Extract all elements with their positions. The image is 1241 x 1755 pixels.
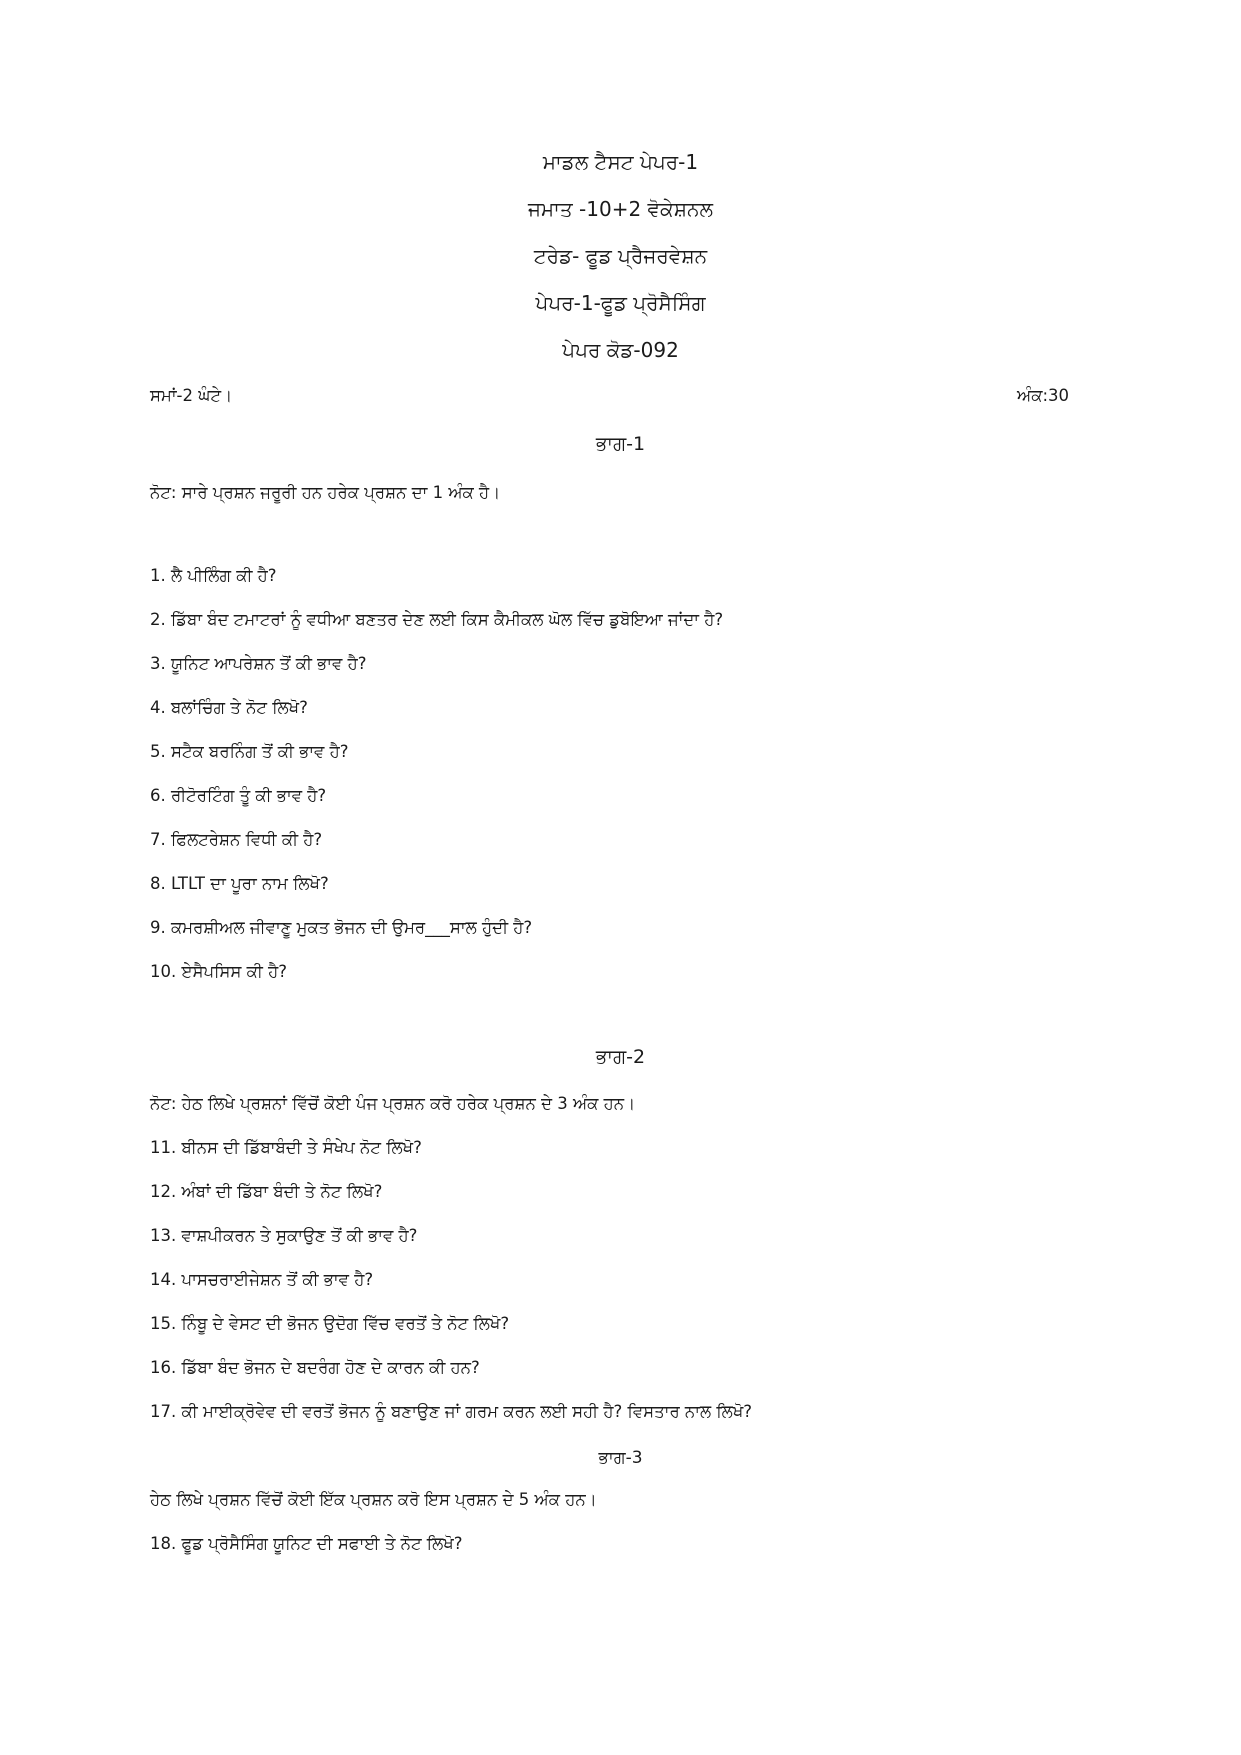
question-11: 11. ਬੀਨਸ ਦੀ ਡਿੱਬਾਬੰਦੀ ਤੇ ਸੰਖੇਪ ਨੋਟ ਲਿਖੋ? — [150, 1138, 422, 1157]
question-16: 16. ਡਿੱਬਾ ਬੰਦ ਭੋਜਨ ਦੇ ਬਦਰੰਗ ਹੋਣ ਦੇ ਕਾਰਨ ਕੀ ਹਨ? — [150, 1358, 480, 1377]
part3-title: ਭਾਗ-3 — [598, 1448, 643, 1468]
question-3: 3. ਯੂਨਿਟ ਆਪਰੇਸ਼ਨ ਤੋਂ ਕੀ ਭਾਵ ਹੈ? — [150, 654, 367, 673]
question-15: 15. ਨਿੰਬੂ ਦੇ ਵੇਸਟ ਦੀ ਭੋਜਨ ਉਦੋਗ ਵਿੱਚ ਵਰਤੋਂ ਤੇ ਨੋਟ ਲਿਖੋ? — [150, 1314, 510, 1333]
question-9: 9. ਕਮਰਸ਼ੀਅਲ ਜੀਵਾਣੂ ਮੁਕਤ ਭੋਜਨ ਦੀ ਉਮਰ___ਸਾਲ ਹੁੰਦੀ ਹੈ? — [150, 918, 533, 937]
question-17: 17. ਕੀ ਮਾਈਕ੍ਰੋਵੇਵ ਦੀ ਵਰਤੋਂ ਭੋਜਨ ਨੂੰ ਬਣਾਉਣ ਜਾਂ ਗਰਮ ਕਰਨ ਲਈ ਸਹੀ ਹੈ? ਵਿਸਤਾਰ ਨਾਲ ਲਿਖੋ? — [150, 1402, 753, 1421]
time-allowed: ਸਮਾਂ-2 ਘੰਟੇ। — [150, 386, 233, 405]
question-2: 2. ਡਿੱਬਾ ਬੰਦ ਟਮਾਟਰਾਂ ਨੂੰ ਵਧੀਆ ਬਣਤਰ ਦੇਣ ਲਈ ਕਿਸ ਕੈਮੀਕਲ ਘੋਲ ਵਿੱਚ ਡੁਬੋਇਆ ਜਾਂਦਾ ਹੈ? — [150, 610, 724, 629]
part1-note: ਨੋਟ: ਸਾਰੇ ਪ੍ਰਸ਼ਨ ਜਰੂਰੀ ਹਨ ਹਰੇਕ ਪ੍ਰਸ਼ਨ ਦਾ 1 ਅੰਕ ਹੈ। — [150, 483, 501, 502]
question-7: 7. ਫਿਲਟਰੇਸ਼ਨ ਵਿਧੀ ਕੀ ਹੈ? — [150, 830, 323, 849]
class-line: ਜਮਾਤ -10+2 ਵੋਕੇਸ਼ਨਲ — [527, 197, 714, 221]
question-5: 5. ਸਟੈਕ ਬਰਨਿੰਗ ਤੋਂ ਕੀ ਭਾਵ ਹੈ? — [150, 742, 349, 761]
part2-title: ਭਾਗ-2 — [595, 1046, 646, 1068]
question-6: 6. ਰੀਟੋਰਟਿੰਗ ਤੂੰ ਕੀ ਭਾਵ ਹੈ? — [150, 786, 327, 805]
part3-note: ਹੇਠ ਲਿਖੇ ਪ੍ਰਸ਼ਨ ਵਿੱਚੋਂ ਕੋਈ ਇੱਕ ਪ੍ਰਸ਼ਨ ਕਰੋ ਇਸ ਪ੍ਰਸ਼ਨ ਦੇ 5 ਅੰਕ ਹਨ। — [150, 1490, 597, 1509]
part1-title: ਭਾਗ-1 — [595, 433, 646, 455]
paper-code-line: ਪੇਪਰ ਕੋਡ-092 — [562, 338, 679, 362]
max-marks: ਅੰਕ:30 — [1017, 386, 1069, 405]
question-8: 8. LTLT ਦਾ ਪੂਰਾ ਨਾਮ ਲਿਖੋ? — [150, 874, 329, 893]
question-12: 12. ਅੰਬਾਂ ਦੀ ਡਿੱਬਾ ਬੰਦੀ ਤੇ ਨੋਟ ਲਿਖੋ? — [150, 1182, 383, 1201]
part2-note: ਨੋਟ: ਹੇਠ ਲਿਖੇ ਪ੍ਰਸ਼ਨਾਂ ਵਿੱਚੋਂ ਕੋਈ ਪੰਜ ਪ੍ਰਸ਼ਨ ਕਰੋ ਹਰੇਕ ਪ੍ਰਸ਼ਨ ਦੇ 3 ਅੰਕ ਹਨ। — [150, 1094, 636, 1113]
trade-line: ਟਰੇਡ- ਫੂਡ ਪ੍ਰੈਜਰਵੇਸ਼ਨ — [533, 244, 708, 268]
paper-title: ਮਾਡਲ ਟੈਸਟ ਪੇਪਰ-1 — [542, 150, 699, 174]
question-10: 10. ਏਸੈਪਸਿਸ ਕੀ ਹੈ? — [150, 962, 287, 981]
question-4: 4. ਬਲਾਂਚਿੰਗ ਤੇ ਨੋਟ ਲਿਖੋ? — [150, 698, 308, 717]
question-13: 13. ਵਾਸ਼ਪੀਕਰਨ ਤੇ ਸੁਕਾਉਣ ਤੋਂ ਕੀ ਭਾਵ ਹੈ? — [150, 1226, 418, 1245]
question-18: 18. ਫੂਡ ਪ੍ਰੋਸੈਸਿੰਗ ਯੂਨਿਟ ਦੀ ਸਫਾਈ ਤੇ ਨੋਟ ਲਿਖੋ? — [150, 1534, 463, 1553]
question-1: 1. ਲੈ ਪੀਲਿੰਗ ਕੀ ਹੈ? — [150, 566, 277, 585]
paper-name-line: ਪੇਪਰ-1-ਫੂਡ ਪ੍ਰੋਸੈਸਿੰਗ — [535, 291, 706, 315]
question-14: 14. ਪਾਸਚਰਾਈਜੇਸ਼ਨ ਤੋਂ ਕੀ ਭਾਵ ਹੈ? — [150, 1270, 374, 1289]
